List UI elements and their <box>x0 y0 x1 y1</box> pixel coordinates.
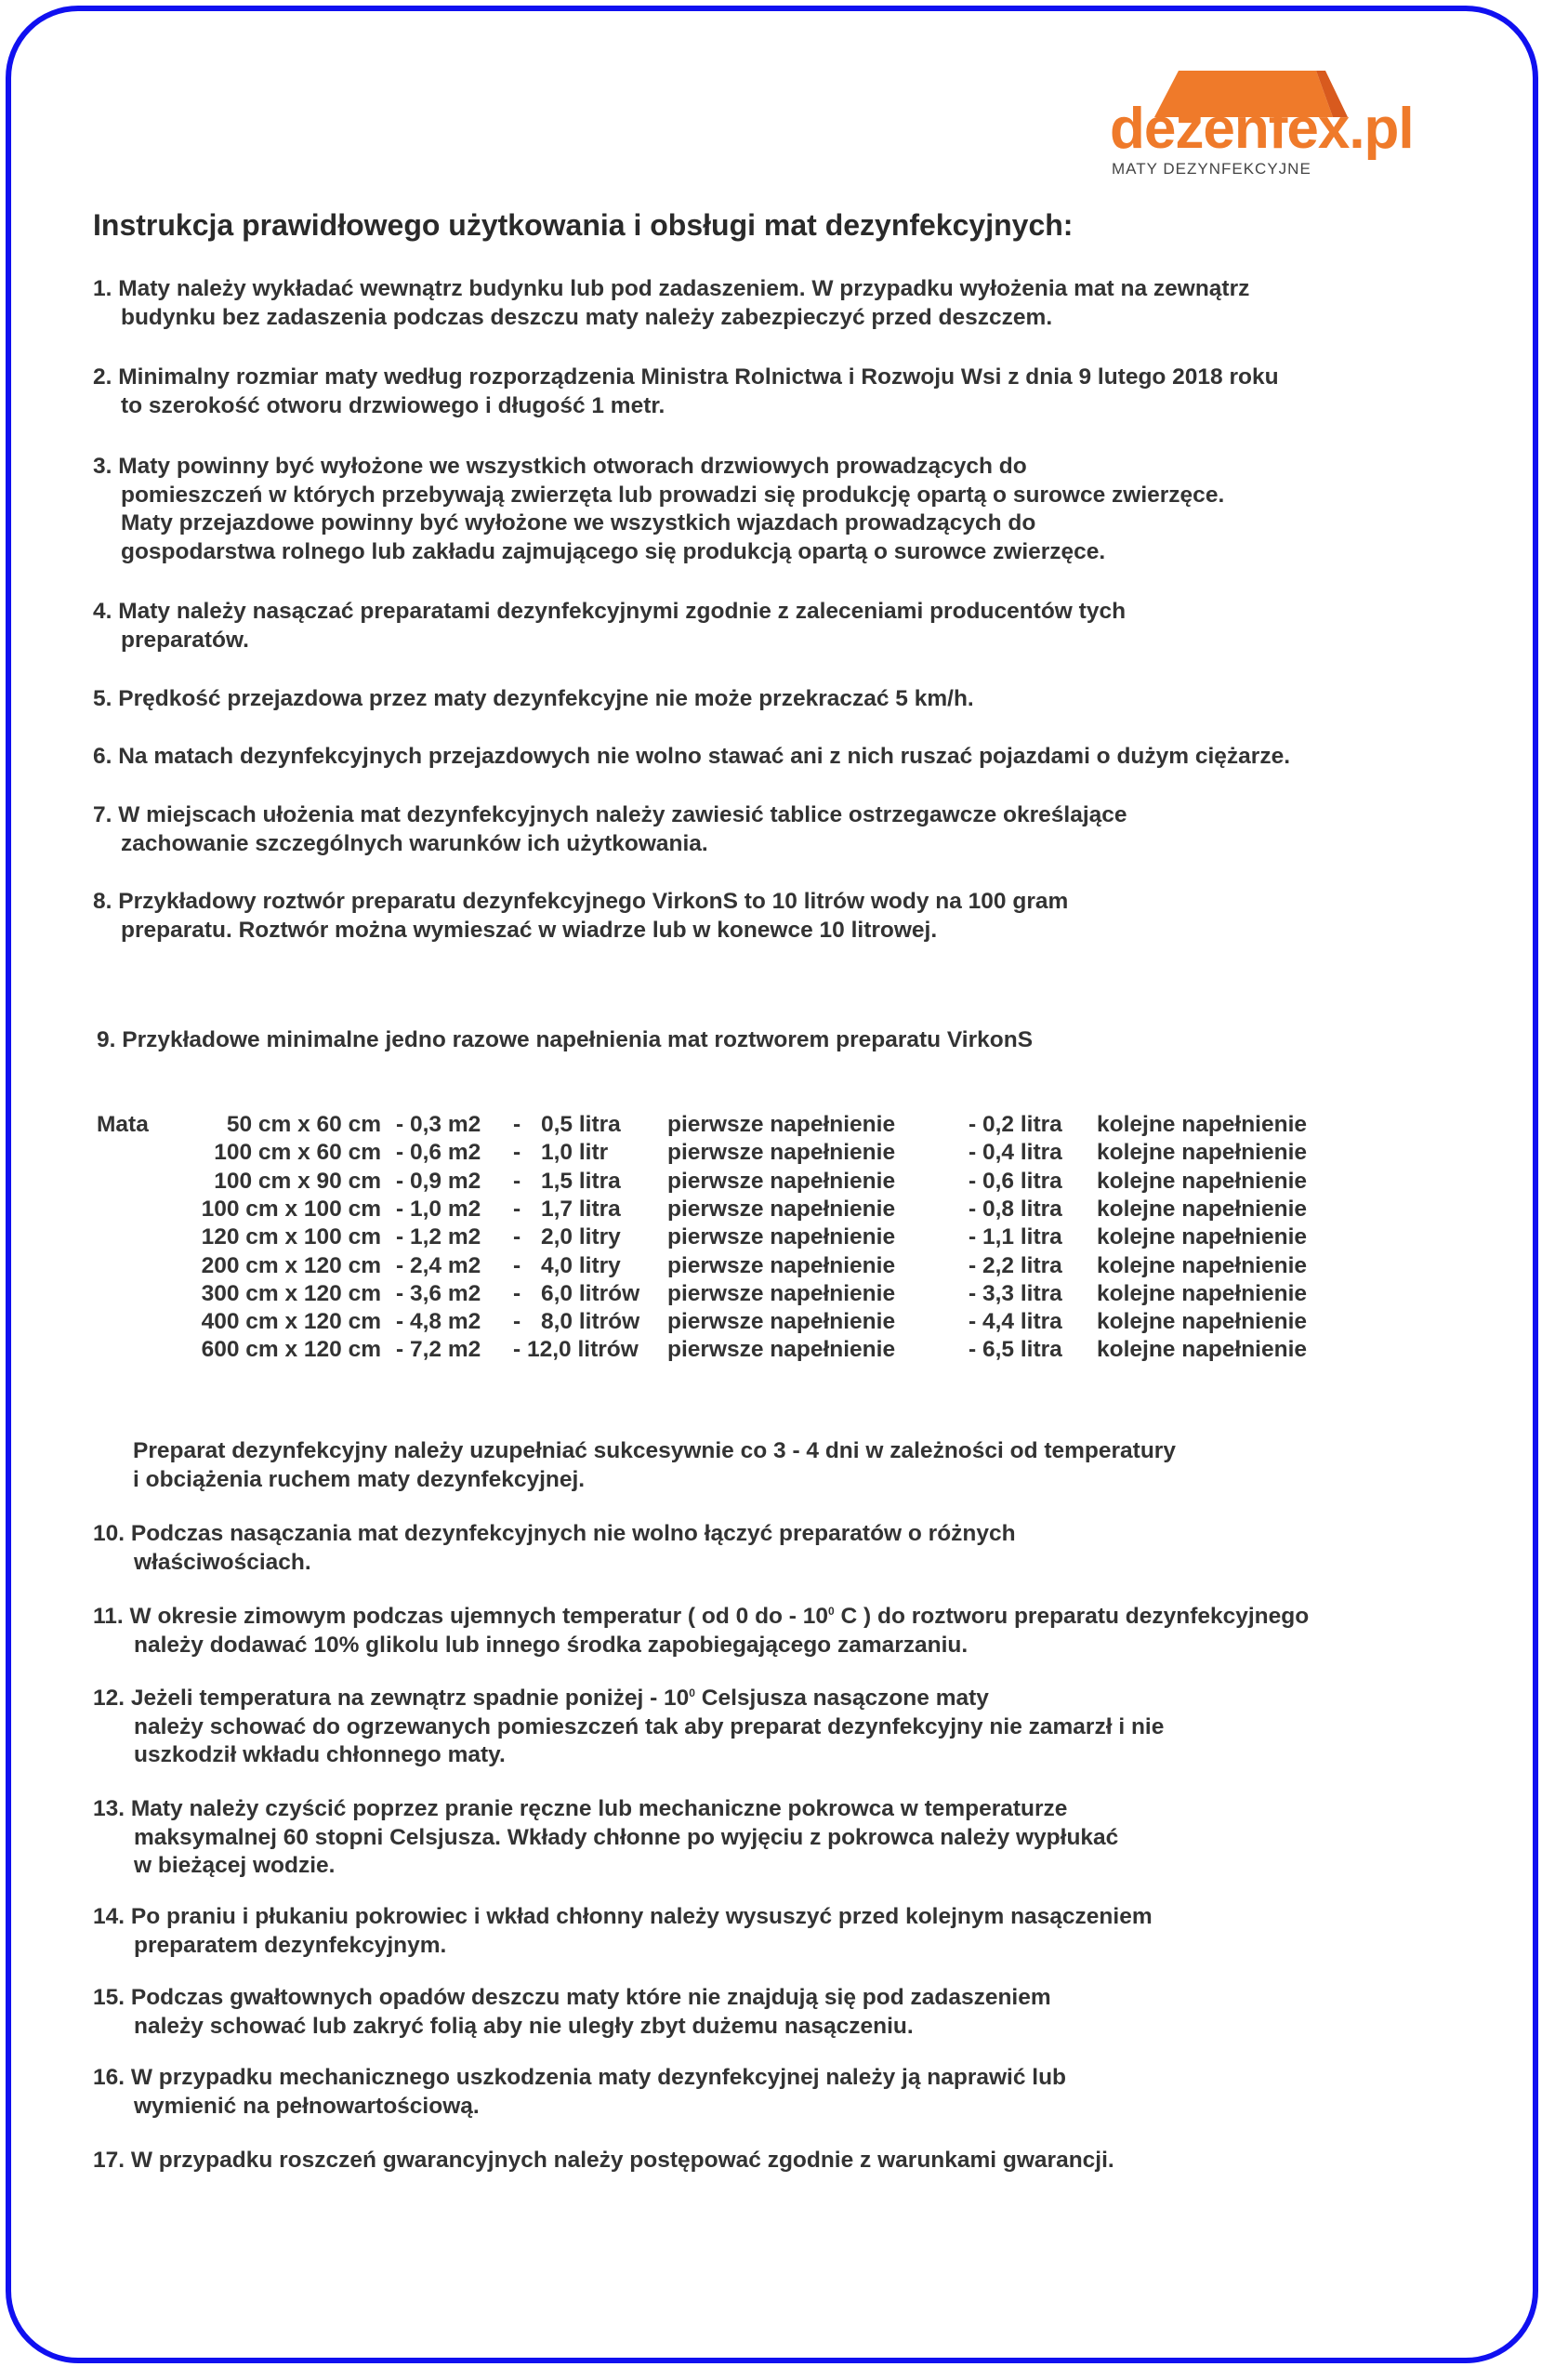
item-line: 12. Jeżeli temperatura na zewnątrz spadnie poniżej - $10^0$ Celsjusza nasączone maty <box>93 1686 989 1711</box>
table-row <box>97 1196 1379 1223</box>
instruction-item-13 <box>93 1795 1118 1881</box>
instruction-item-3 <box>93 453 1224 566</box>
table-cell-area: - 0,9 m2 <box>396 1168 481 1194</box>
instruction-item-6 <box>93 743 1290 772</box>
refill-note <box>133 1437 1176 1494</box>
table-cell-size: 50 cm x 60 cm <box>226 1112 381 1137</box>
fill-table <box>97 1111 1379 1381</box>
item-line: należy schować lub zakryć folią aby nie uległy zbyt dużemu nasączeniu. <box>134 2013 914 2039</box>
table-cell-size: 300 cm x 120 cm <box>201 1280 381 1306</box>
table-cell-first: 1,5 litra <box>541 1168 621 1194</box>
table-cell-area: - 3,6 m2 <box>396 1280 481 1306</box>
item-line: 14. Po praniu i płukaniu pokrowiec i wkład chłonny należy wysuszyć przed kolejnym nasączeniem <box>93 1904 1153 1929</box>
table-cell-first-label: pierwsze napełnienie <box>667 1112 896 1137</box>
table-cell-first: 1,7 litra <box>541 1196 621 1222</box>
instruction-item-5 <box>93 685 974 714</box>
table-row-label: Mata <box>97 1112 149 1137</box>
table-cell-first: 4,0 litry <box>541 1252 621 1278</box>
item-line: 16. W przypadku mechanicznego uszkodzenia maty dezynfekcyjnej należy ją naprawić lub <box>93 2065 1067 2090</box>
note-line: Preparat dezynfekcyjny należy uzupełniać sukcesywnie co 3 - 4 dni w zależności od temperatury <box>133 1438 1176 1463</box>
table-cell-first-label: pierwsze napełnienie <box>667 1196 896 1222</box>
item-line: 7. W miejscach ułożenia mat dezynfekcyjnych należy zawiesić tablice ostrzegawcze określające <box>93 802 1127 827</box>
table-cell-size: 120 cm x 100 cm <box>201 1224 381 1250</box>
instruction-item-16 <box>93 2064 1066 2121</box>
table-cell-size: 100 cm x 100 cm <box>201 1196 381 1222</box>
brand-logo <box>1106 69 1414 180</box>
instruction-item-9-heading: 9. Przykładowe minimalne jedno razowe napełnienia mat roztworem preparatu VirkonS <box>97 1027 1034 1052</box>
table-cell-area: - 0,6 m2 <box>396 1140 481 1166</box>
item-line: 13. Maty należy czyścić poprzez pranie ręczne lub mechaniczne pokrowca w temperaturze <box>93 1796 1068 1821</box>
item-line: preparatów. <box>121 627 249 653</box>
instruction-item-7 <box>93 801 1127 858</box>
table-cell-first: 2,0 litry <box>541 1224 621 1250</box>
table-cell-next-label: kolejne napełnienie <box>1097 1140 1308 1166</box>
note-line: i obciążenia ruchem maty dezynfekcyjnej. <box>133 1466 586 1492</box>
item-line: to szerokość otworu drzwiowego i długość 1 metr. <box>121 392 665 418</box>
item-line: wymienić na pełnowartościową. <box>134 2093 480 2119</box>
instruction-item-10 <box>93 1520 1016 1577</box>
instruction-item-1 <box>93 275 1249 332</box>
table-cell-next-label: kolejne napełnienie <box>1097 1337 1308 1363</box>
item-line: 10. Podczas nasączania mat dezynfekcyjnych nie wolno łączyć preparatów o różnych <box>93 1521 1016 1546</box>
item-line: należy schować do ogrzewanych pomieszczeń tak aby preparat dezynfekcyjny nie zamarzł i nie <box>134 1713 1165 1739</box>
table-cell-next: - 0,6 litra <box>969 1168 1062 1194</box>
table-row <box>97 1139 1379 1167</box>
table-cell-size: 200 cm x 120 cm <box>201 1252 381 1278</box>
table-cell-first-label: pierwsze napełnienie <box>667 1337 896 1363</box>
table-row <box>97 1280 1379 1308</box>
table-cell-first-label: pierwsze napełnienie <box>667 1168 896 1194</box>
table-row <box>97 1252 1379 1280</box>
table-cell-dash: - <box>513 1196 521 1222</box>
instruction-item-2 <box>93 364 1279 420</box>
table-cell-area: - 7,2 m2 <box>396 1337 481 1363</box>
item-line: maksymalnej 60 stopni Celsjusza. Wkłady chłonne po wyjęciu z pokrowca należy wypłukać <box>134 1824 1119 1850</box>
table-cell-next: - 2,2 litra <box>969 1252 1062 1278</box>
brand-tagline: MATY DEZYNFEKCYJNE <box>1112 160 1311 178</box>
table-cell-first: 0,5 litra <box>541 1112 621 1137</box>
table-cell-next-label: kolejne napełnienie <box>1097 1309 1308 1335</box>
table-row <box>97 1223 1379 1251</box>
table-cell-first-label: pierwsze napełnienie <box>667 1280 896 1306</box>
table-cell-area: - 2,4 m2 <box>396 1252 481 1278</box>
table-cell-area: - 4,8 m2 <box>396 1309 481 1335</box>
table-cell-dash: - <box>513 1224 521 1250</box>
table-cell-size: 600 cm x 120 cm <box>201 1337 381 1363</box>
instruction-item-12 <box>93 1685 1164 1770</box>
table-row <box>97 1168 1379 1196</box>
table-cell-next: - 0,8 litra <box>969 1196 1062 1222</box>
instruction-item-15 <box>93 1984 1051 2041</box>
table-cell-first-label: pierwsze napełnienie <box>667 1309 896 1335</box>
table-cell-dash: - <box>513 1112 521 1137</box>
table-cell-next-label: kolejne napełnienie <box>1097 1224 1308 1250</box>
table-row <box>97 1336 1379 1364</box>
page-title: Instrukcja prawidłowego użytkowania i obsługi mat dezynfekcyjnych: <box>93 208 1074 242</box>
item-line: 6. Na matach dezynfekcyjnych przejazdowych nie wolno stawać ani z nich ruszać pojazdami o dużym ciężarze. <box>93 744 1291 769</box>
item-line: należy dodawać 10% glikolu lub innego środka zapobiegającego zamarzaniu. <box>134 1632 969 1658</box>
item-line: 15. Podczas gwałtownych opadów deszczu maty które nie znajdują się pod zadaszeniem <box>93 1985 1051 2010</box>
table-cell-size: 100 cm x 90 cm <box>214 1168 381 1194</box>
instruction-item-8 <box>93 888 1068 945</box>
item-line: 11. W okresie zimowym podczas ujemnych temperatur ( od 0 do - $10^0$ C ) do roztworu preparatu dezynfekcyjnego <box>93 1604 1310 1629</box>
item-line: 5. Prędkość przejazdowa przez maty dezynfekcyjne nie może przekraczać 5 km/h. <box>93 686 974 711</box>
table-cell-next-label: kolejne napełnienie <box>1097 1196 1308 1222</box>
instruction-item-17 <box>93 2147 1114 2175</box>
table-cell-size: 100 cm x 60 cm <box>214 1140 381 1166</box>
item-line: 17. W przypadku roszczeń gwarancyjnych należy postępować zgodnie z warunkami gwarancji. <box>93 2148 1114 2173</box>
table-cell-next: - 0,2 litra <box>969 1112 1062 1137</box>
item-line: w bieżącej wodzie. <box>134 1853 336 1878</box>
instruction-item-14 <box>93 1903 1153 1960</box>
table-cell-first: 6,0 litrów <box>541 1280 640 1306</box>
table-cell-area: - 0,3 m2 <box>396 1112 481 1137</box>
item-line: 2. Minimalny rozmiar maty według rozporządzenia Ministra Rolnictwa i Rozwoju Wsi z dnia 9 lutego 2018 roku <box>93 364 1279 390</box>
table-cell-next: - 4,4 litra <box>969 1309 1062 1335</box>
table-cell-first-label: pierwsze napełnienie <box>667 1224 896 1250</box>
table-cell-dash: - <box>513 1140 521 1166</box>
table-row <box>97 1111 1379 1139</box>
table-cell-first-label: pierwsze napełnienie <box>667 1252 896 1278</box>
table-cell-dash: - <box>513 1252 521 1278</box>
item-line: 1. Maty należy wykładać wewnątrz budynku lub pod zadaszeniem. W przypadku wyłożenia mat na zewnątrz <box>93 276 1250 301</box>
item-line: 4. Maty należy nasączać preparatami dezynfekcyjnymi zgodnie z zaleceniami producentów tych <box>93 599 1127 624</box>
table-cell-area: - 1,0 m2 <box>396 1196 481 1222</box>
table-cell-area: - 1,2 m2 <box>396 1224 481 1250</box>
table-cell-dash: - 12,0 litrów <box>513 1337 639 1363</box>
table-cell-next-label: kolejne napełnienie <box>1097 1280 1308 1306</box>
instruction-item-11 <box>93 1603 1309 1659</box>
item-line: pomieszczeń w których przebywają zwierzęta lub prowadzi się produkcję opartą o surowce zwierzęce. <box>121 482 1225 508</box>
item-line: 3. Maty powinny być wyłożone we wszystkich otworach drzwiowych prowadzących do <box>93 454 1027 479</box>
item-line: budynku bez zadaszenia podczas deszczu maty należy zabezpieczyć przed deszczem. <box>121 304 1053 330</box>
table-cell-first-label: pierwsze napełnienie <box>667 1140 896 1166</box>
table-cell-next-label: kolejne napełnienie <box>1097 1252 1308 1278</box>
item-line: Maty przejazdowe powinny być wyłożone we wszystkich wjazdach prowadzących do <box>121 510 1036 536</box>
item-line: gospodarstwa rolnego lub zakładu zajmującego się produkcją opartą o surowce zwierzęce. <box>121 538 1106 564</box>
item-line: właściwościach. <box>134 1549 311 1575</box>
table-cell-next: - 3,3 litra <box>969 1280 1062 1306</box>
table-cell-size: 400 cm x 120 cm <box>201 1309 381 1335</box>
table-cell-next: - 0,4 litra <box>969 1140 1062 1166</box>
table-cell-next-label: kolejne napełnienie <box>1097 1112 1308 1137</box>
table-cell-first: 1,0 litr <box>541 1140 609 1166</box>
table-cell-dash: - <box>513 1168 521 1194</box>
table-cell-dash: - <box>513 1309 521 1335</box>
table-cell-next: - 6,5 litra <box>969 1337 1062 1363</box>
item-line: uszkodził wkładu chłonnego maty. <box>134 1742 506 1767</box>
item-line: preparatem dezynfekcyjnym. <box>134 1932 447 1958</box>
brand-name: dezenfex.pl <box>1110 97 1414 161</box>
table-cell-next-label: kolejne napełnienie <box>1097 1168 1308 1194</box>
instruction-item-4 <box>93 598 1126 654</box>
item-line: zachowanie szczególnych warunków ich użytkowania. <box>121 830 708 856</box>
item-line: preparatu. Roztwór można wymieszać w wiadrze lub w konewce 10 litrowej. <box>121 917 938 943</box>
item-line: 8. Przykładowy roztwór preparatu dezynfekcyjnego VirkonS to 10 litrów wody na 100 gram <box>93 889 1069 914</box>
table-cell-next: - 1,1 litra <box>969 1224 1062 1250</box>
table-cell-first: 8,0 litrów <box>541 1309 640 1335</box>
table-cell-dash: - <box>513 1280 521 1306</box>
table-row <box>97 1308 1379 1336</box>
